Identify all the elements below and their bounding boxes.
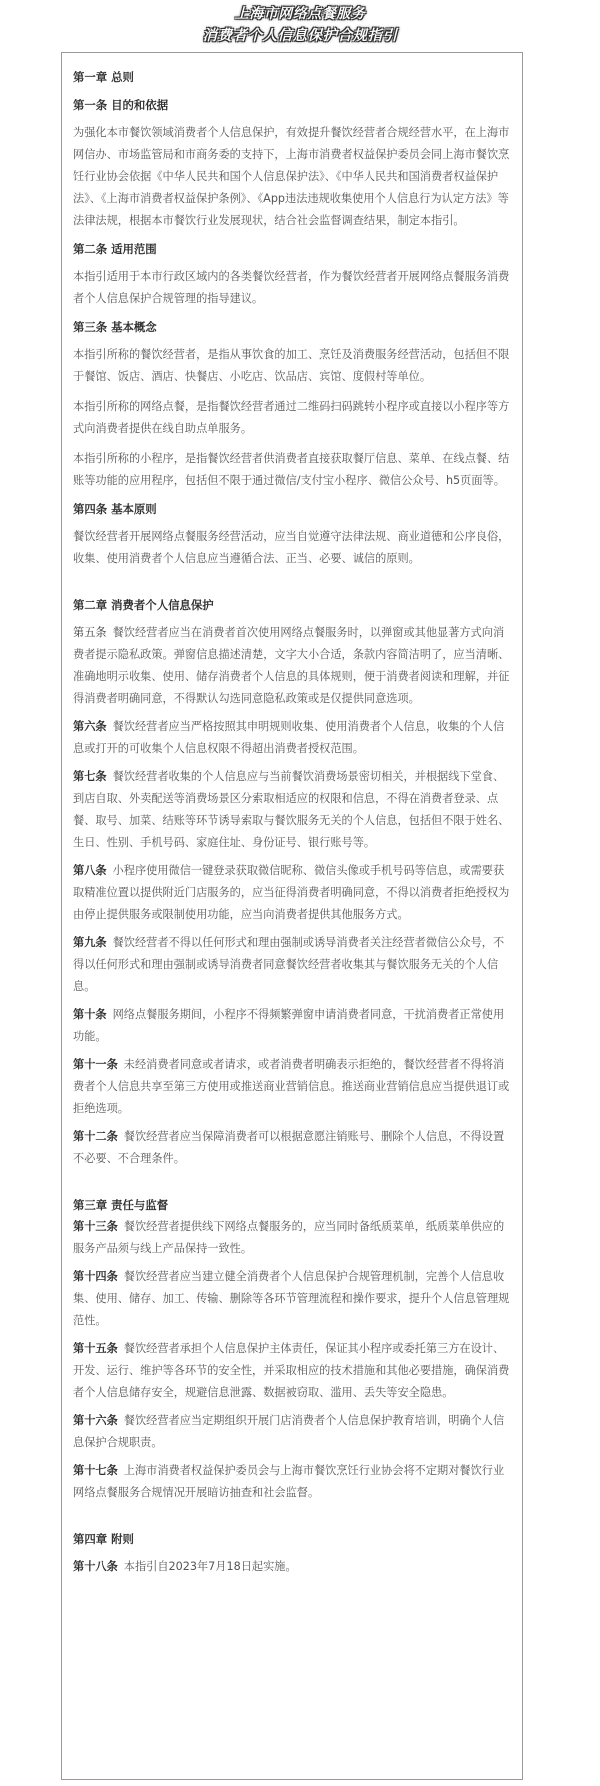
article-17-text: 上海市消费者权益保护委员会与上海市餐饮烹饪行业协会将不定期对餐饮行业网络点餐服务合规情况开展暗访抽查和社会监督。 — [73, 1464, 505, 1499]
article-14-label: 第十四条 — [73, 1270, 118, 1283]
article-6 — [73, 716, 513, 760]
chapter-1-heading: 第一章 总则 — [73, 70, 134, 84]
article-8-label: 第八条 — [73, 864, 107, 877]
article-9 — [73, 932, 513, 998]
article-8-text: 小程序使用微信一键登录获取微信昵称、微信头像或手机号码等信息，或需要获取精准位置以提供附近门店服务的，应当征得消费者明确同意，不得以消费者拒绝授权为由停止提供服务或限制使用功能，应当向消费者提供其他服务方式。 — [73, 864, 510, 921]
article-14 — [73, 1266, 513, 1332]
article-13-label: 第十三条 — [73, 1220, 118, 1233]
title-line-1: 上海市网络点餐服务 — [234, 6, 366, 22]
article-17 — [73, 1460, 513, 1504]
article-6-text: 餐饮经营者应当严格按照其申明规则收集、使用消费者个人信息，收集的个人信息或打开的可收集个人信息权限不得超出消费者授权范围。 — [73, 720, 505, 755]
article-10-text: 网络点餐服务期间，小程序不得频繁弹窗申请消费者同意，干扰消费者正常使用功能。 — [73, 1008, 505, 1043]
article-16 — [73, 1410, 513, 1454]
article-13 — [73, 1216, 513, 1260]
article-11-text: 未经消费者同意或者请求，或者消费者明确表示拒绝的，餐饮经营者不得将消费者个人信息共享至第三方使用或推送商业营销信息。推送商业营销信息应当提供退订或拒绝选项。 — [73, 1058, 510, 1115]
article-16-label: 第十六条 — [73, 1414, 118, 1427]
article-2-heading: 第二条 适用范围 — [73, 242, 157, 256]
article-18-label: 第十八条 — [73, 1560, 118, 1573]
article-4-paragraph: 餐饮经营者开展网络点餐服务经营活动，应当自觉遵守法律法规、商业道德和公序良俗，收集、使用消费者个人信息应当遵循合法、正当、必要、诚信的原则。 — [73, 530, 510, 565]
article-18-text: 本指引自2023年7月18日起实施。 — [123, 1560, 297, 1573]
article-9-text: 餐饮经营者不得以任何形式和理由强制或诱导消费者关注经营者微信公众号，不得以任何形式和理由强制或诱导消费者同意餐饮经营者收集其与餐饮服务无关的个人信息。 — [73, 936, 505, 993]
article-16-text: 餐饮经营者应当定期组织开展门店消费者个人信息保护教育培训，明确个人信息保护合规职责。 — [73, 1414, 505, 1449]
article-3-heading: 第三条 基本概念 — [73, 320, 157, 334]
article-11 — [73, 1054, 513, 1120]
article-12-label: 第十二条 — [73, 1130, 118, 1143]
article-10 — [73, 1004, 513, 1048]
article-8 — [73, 860, 513, 926]
article-15 — [73, 1338, 513, 1404]
article-3-paragraph-2: 本指引所称的网络点餐，是指餐饮经营者通过二维码扫码跳转小程序或直接以小程序等方式向消费者提供在线自助点单服务。 — [73, 400, 510, 435]
article-11-label: 第十一条 — [73, 1058, 118, 1071]
article-10-label: 第十条 — [73, 1008, 107, 1021]
article-2-paragraph: 本指引适用于本市行政区域内的各类餐饮经营者，作为餐饮经营者开展网络点餐服务消费者个人信息保护合规管理的指导建议。 — [73, 270, 510, 305]
article-15-text: 餐饮经营者承担个人信息保护主体责任，保证其小程序或委托第三方在设计、开发、运行、维护等各环节的安全性，并采取相应的技术措施和其他必要措施，确保消费者个人信息储存安全，规避信息泄露、数据被窃取、滥用、丢失等安全隐患。 — [73, 1342, 510, 1399]
article-5 — [73, 622, 513, 710]
article-12 — [73, 1126, 513, 1170]
article-12-text: 餐饮经营者应当保障消费者可以根据意愿注销账号、删除个人信息，不得设置不必要、不合理条件。 — [73, 1130, 505, 1165]
article-14-text: 餐饮经营者应当建立健全消费者个人信息保护合规管理机制，完善个人信息收集、使用、储存、加工、传输、删除等各环节管理流程和操作要求，提升个人信息管理规范性。 — [73, 1270, 510, 1327]
article-3-paragraph-3: 本指引所称的小程序，是指餐饮经营者供消费者直接获取餐厅信息、菜单、在线点餐、结账等功能的应用程序，包括但不限于通过微信/支付宝小程序、微信公众号、h5页面等。 — [73, 452, 510, 487]
article-1-heading: 第一条 目的和依据 — [73, 98, 169, 112]
chapter-3-heading: 第三章 责任与监督 — [73, 1198, 169, 1212]
article-13-text: 餐饮经营者提供线下网络点餐服务的，应当同时备纸质菜单，纸质菜单供应的服务产品须与线上产品保持一致性。 — [73, 1220, 505, 1255]
article-1-paragraph: 为强化本市餐饮领域消费者个人信息保护，有效提升餐饮经营者合规经营水平，在上海市网信办、市场监管局和市商务委的支持下，上海市消费者权益保护委员会同上海市餐饮烹饪行业协会依据《中华人民共和国个人信息保护法》、《中华人民共和国消费者权益保护法》、《上海市消费者权益保护条例》、《App违法违规收集使用个人信息行为认定方法》等法律法规，根据本市餐饮行业发展现状，结合社会监督调查结果，制定本指引。 — [73, 126, 510, 227]
article-5-label: 第五条 — [73, 626, 107, 639]
title-line-2: 消费者个人信息保护合规指引 — [202, 28, 398, 44]
document-body — [73, 54, 513, 1578]
article-17-label: 第十七条 — [73, 1464, 118, 1477]
article-7-label: 第七条 — [73, 770, 107, 783]
article-3-paragraph-1: 本指引所称的餐饮经营者，是指从事饮食的加工、烹饪及消费服务经营活动，包括但不限于餐馆、饭店、酒店、快餐店、小吃店、饮品店、宾馆、度假村等单位。 — [73, 348, 510, 383]
article-4-heading: 第四条 基本原则 — [73, 502, 157, 516]
article-6-label: 第六条 — [73, 720, 107, 733]
article-5-text: 餐饮经营者应当在消费者首次使用网络点餐服务时，以弹窗或其他显著方式向消费者提示隐私政策。弹窗信息描述清楚，文字大小合适，条款内容简洁明了，应当清晰、准确地明示收集、使用、储存消费者个人信息的具体规则，便于消费者阅读和理解，并征得消费者明确同意，不得默认勾选同意隐私政策或是仅提供同意选项。 — [73, 626, 510, 705]
article-7 — [73, 766, 513, 854]
article-7-text: 餐饮经营者收集的个人信息应与当前餐饮消费场景密切相关，并根据线下堂食、到店自取、外卖配送等消费场景区分索取相适应的权限和信息，不得在消费者登录、点餐、取号、加菜、结账等环节诱导索取与餐饮服务无关的个人信息，包括但不限于姓名、生日、性别、手机号码、家庭住址、身份证号、银行账号等。 — [73, 770, 510, 849]
article-18 — [73, 1556, 513, 1578]
chapter-2-heading: 第二章 消费者个人信息保护 — [73, 598, 214, 612]
header-banner — [0, 0, 600, 50]
chapter-4-heading: 第四章 附则 — [73, 1532, 134, 1546]
article-15-label: 第十五条 — [73, 1342, 118, 1355]
article-9-label: 第九条 — [73, 936, 107, 949]
